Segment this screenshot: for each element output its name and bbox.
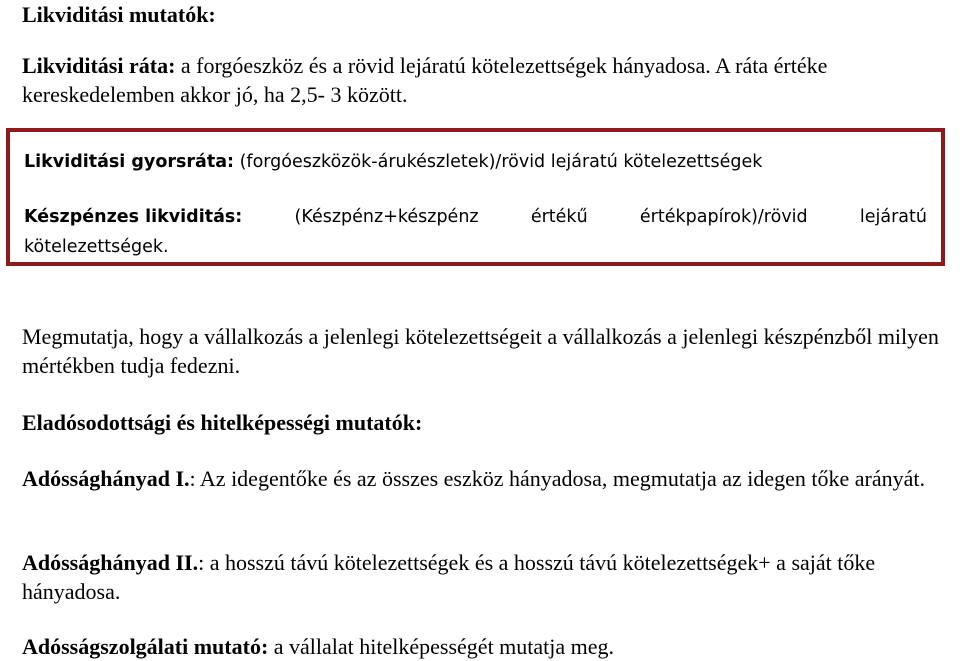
- term-debt-ratio-2: Adóssághányad II.: [22, 550, 199, 575]
- section-heading-liquidity: Likviditási mutatók:: [22, 2, 216, 27]
- term-liquidity-ratio: Likviditási ráta:: [22, 53, 176, 78]
- cash-word-3: értékpapírok)/rövid: [639, 207, 808, 227]
- term-debt-ratio-1: Adóssághányad I.: [22, 466, 190, 491]
- cash-liquidity-line: [24, 207, 927, 227]
- section-heading-indebtedness: Eladósodottsági és hitelképességi mutatók:: [22, 410, 423, 435]
- paragraph-debt-ratio-2: [22, 548, 940, 606]
- definition-debt-ratio-2: : a hosszú távú kötelezettségek és a hosszú távú kötelezettségek+ a saját tőke hányadosa.: [22, 550, 876, 604]
- paragraph-debt-service: [22, 632, 940, 661]
- paragraph-liquidity-ratio: [22, 51, 940, 109]
- term-quick-ratio: Likviditási gyorsráta:: [24, 152, 235, 172]
- quick-ratio-line: [24, 152, 762, 172]
- paragraph-explanation: Megmutatja, hogy a vállalkozás a jelenlegi kötelezettségeit a vállalkozás a jelenlegi készpénzből milyen mértékben tudja fedezni.: [22, 324, 939, 378]
- definition-liquidity-ratio: a forgóeszköz és a rövid lejáratú kötelezettségek hányadosa. A ráta értéke kereskedelemben akkor jó, ha 2,5- 3 között.: [22, 53, 828, 107]
- definition-debt-service: a vállalat hitelképességét mutatja meg.: [268, 634, 615, 659]
- cash-liquidity-tail: kötelezettségek.: [24, 237, 169, 257]
- term-debt-service: Adósságszolgálati mutató:: [22, 634, 269, 659]
- cash-word-2: értékű: [530, 207, 588, 227]
- paragraph-debt-ratio-1: [22, 464, 940, 493]
- cash-word-1: (Készpénz+készpénz: [294, 207, 479, 227]
- term-cash-liquidity: Készpénzes likviditás:: [24, 207, 243, 227]
- cash-word-4: lejáratú: [859, 207, 927, 227]
- highlight-box: [6, 128, 945, 266]
- definition-debt-ratio-1: : Az idegentőke és az összes eszköz hányadosa, megmutatja az idegen tőke arányát.: [189, 466, 926, 491]
- definition-quick-ratio: (forgóeszközök-árukészletek)/rövid lejáratú kötelezettségek: [234, 152, 763, 172]
